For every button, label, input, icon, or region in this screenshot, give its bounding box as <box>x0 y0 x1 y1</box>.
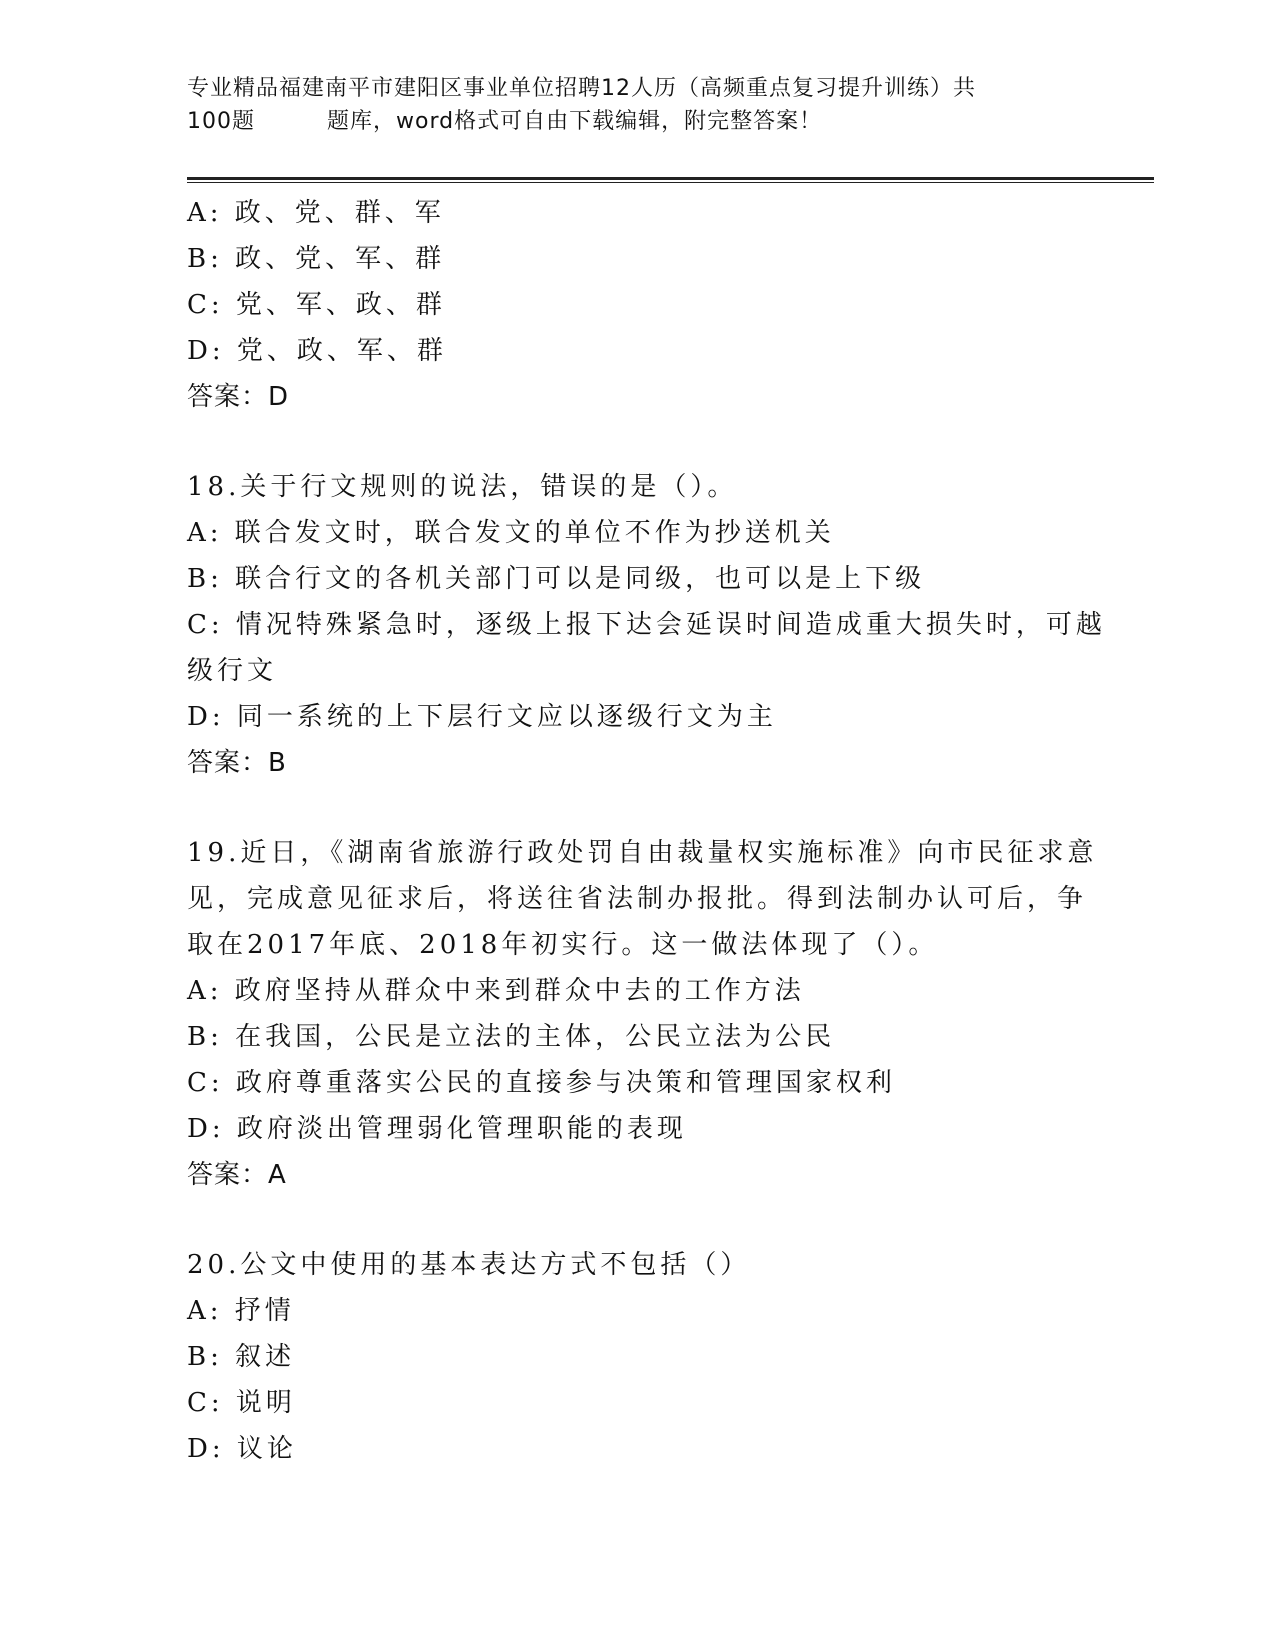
option-b: B: 在我国，公民是立法的主体，公民立法为公民 <box>187 1022 836 1052</box>
header-title-line2 <box>187 105 1077 138</box>
option-a: A: 抒情 <box>187 1296 295 1326</box>
question-20 <box>187 1242 1087 1472</box>
option-d: D: 同一系统的上下层行文应以逐级行文为主 <box>187 702 777 732</box>
question-stem: 20.公文中使用的基本表达方式不包括（） <box>187 1250 751 1280</box>
header-divider-thin <box>187 182 1154 183</box>
document-header <box>187 72 1077 138</box>
question-17 <box>187 190 1087 420</box>
option-c-continued: 级行文 <box>187 656 278 686</box>
question-18 <box>187 464 1106 786</box>
option-b: B: 政、党、军、群 <box>187 244 446 274</box>
question-stem: 18.关于行文规则的说法，错误的是（）。 <box>187 472 738 502</box>
question-19 <box>187 830 1098 1198</box>
option-c: C: 政府尊重落实公民的直接参与决策和管理国家权利 <box>187 1068 896 1098</box>
option-a: A: 联合发文时，联合发文的单位不作为抄送机关 <box>187 518 835 548</box>
header-description: 题库，word格式可自由下载编辑，附完整答案！ <box>327 109 823 134</box>
option-a: A: 政府坚持从群众中来到群众中去的工作方法 <box>187 976 805 1006</box>
question-stem-continued: 见，完成意见征求后，将送往省法制办报批。得到法制办认可后，争 <box>187 884 1088 914</box>
option-c: C: 情况特殊紧急时，逐级上报下达会延误时间造成重大损失时，可越 <box>187 610 1106 640</box>
option-c: C: 说明 <box>187 1388 296 1418</box>
answer: 答案：D <box>187 382 290 412</box>
question-content <box>187 190 1106 1472</box>
option-a: A: 政、党、群、军 <box>187 198 445 228</box>
option-b: B: 叙述 <box>187 1342 296 1372</box>
option-b: B: 联合行文的各机关部门可以是同级，也可以是上下级 <box>187 564 926 594</box>
option-c: C: 党、军、政、群 <box>187 290 446 320</box>
question-stem: 19.近日，《湖南省旅游行政处罚自由裁量权实施标准》向市民征求意 <box>187 838 1098 868</box>
answer: 答案：B <box>187 748 287 778</box>
answer: 答案：A <box>187 1160 287 1190</box>
header-divider-thick <box>187 177 1154 180</box>
header-title-line1: 专业精品福建南平市建阳区事业单位招聘12人历（高频重点复习提升训练）共 <box>187 76 976 101</box>
option-d: D: 议论 <box>187 1434 297 1464</box>
option-d: D: 政府淡出管理弱化管理职能的表现 <box>187 1114 687 1144</box>
question-stem-continued: 取在2017年底、2018年初实行。这一做法体现了（）。 <box>187 930 939 960</box>
option-d: D: 党、政、军、群 <box>187 336 447 366</box>
header-question-count: 100题 <box>187 109 255 134</box>
